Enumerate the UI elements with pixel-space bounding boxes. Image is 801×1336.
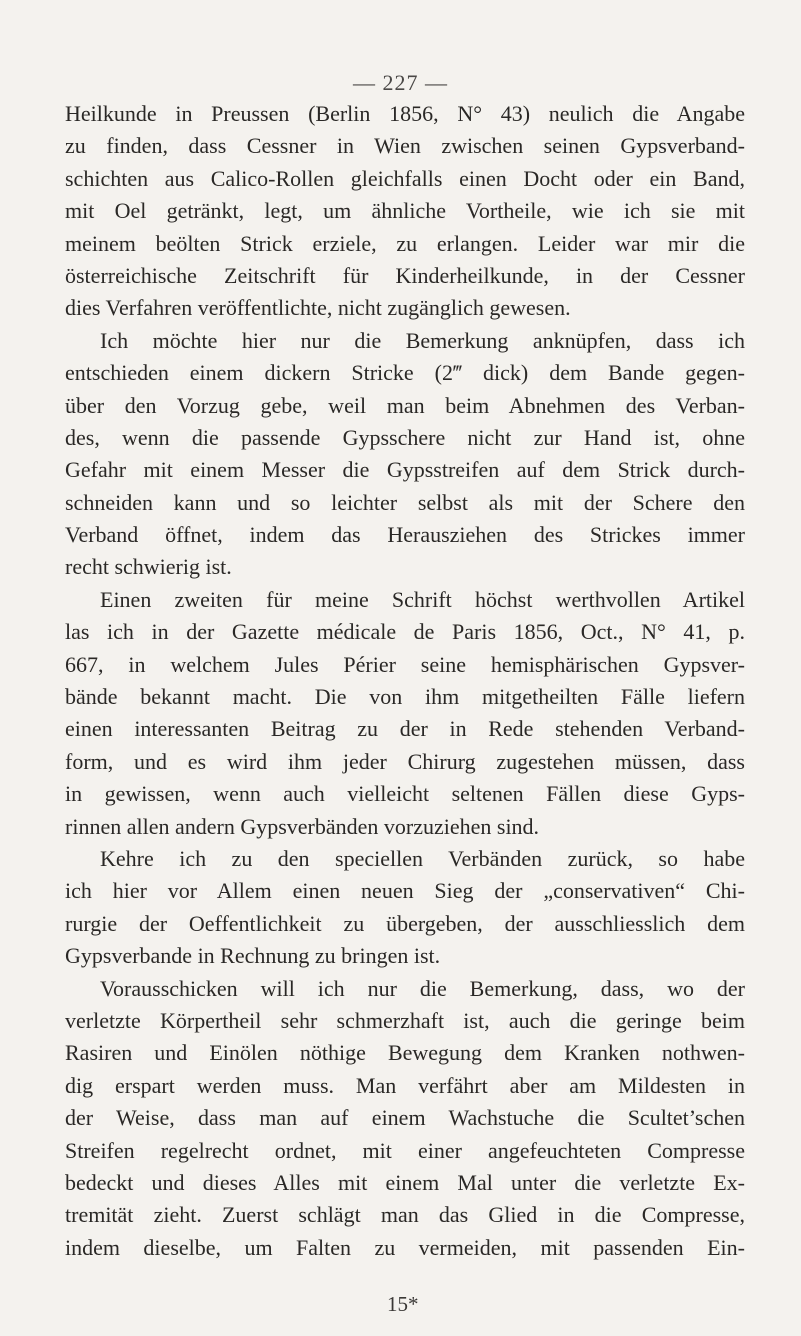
text-line: verletzte Körpertheil sehr schmerzhaft ist, auch die geringe beim: [65, 1007, 745, 1033]
signature-mark: 15*: [387, 1292, 419, 1316]
text-line: bände bekannt macht. Die von ihm mitgetheilten Fälle liefern: [65, 684, 745, 710]
text-line: Ich möchte hier nur die Bemerkung anknüpfen, dass ich: [100, 327, 745, 353]
text-line: schichten aus Calico-Rollen gleichfalls einen Docht oder ein Band,: [65, 165, 745, 191]
body-text: [65, 98, 745, 1264]
text-line: Gefahr mit einem Messer die Gypsstreifen auf dem Strick durch-: [65, 457, 745, 483]
text-line: recht schwierig ist.: [65, 554, 232, 580]
text-line: bedeckt und dieses Alles mit einem Mal unter die verletzte Ex-: [65, 1169, 745, 1195]
text-line: Verband öffnet, indem das Herausziehen des Strickes immer: [65, 522, 745, 548]
text-line: form, und es wird ihm jeder Chirurg zugestehen müssen, dass: [65, 748, 745, 774]
text-line: 667, in welchem Jules Périer seine hemisphärischen Gypsver-: [65, 651, 745, 677]
text-line: mit Oel getränkt, legt, um ähnliche Vortheile, wie ich sie mit: [65, 198, 745, 224]
text-line: zu finden, dass Cessner in Wien zwischen seinen Gypsverband-: [65, 133, 745, 159]
text-line: dig erspart werden muss. Man verfährt aber am Mildesten in: [65, 1072, 745, 1098]
text-line: der Weise, dass man auf einem Wachstuche die Scultet’schen: [65, 1105, 745, 1131]
text-line: einen interessanten Beitrag zu der in Rede stehenden Verband-: [65, 716, 745, 742]
text-line: in gewissen, wenn auch vielleicht seltenen Fällen diese Gyps-: [65, 781, 745, 807]
text-line: indem dieselbe, um Falten zu vermeiden, mit passenden Ein-: [65, 1234, 745, 1260]
text-line: entschieden einem dickern Stricke (2‴ dick) dem Bande gegen-: [65, 360, 745, 386]
text-line: rurgie der Oeffentlichkeit zu übergeben, der ausschliesslich dem: [65, 910, 745, 936]
text-line: tremität zieht. Zuerst schlägt man das Glied in die Compresse,: [65, 1202, 745, 1228]
text-line: ich hier vor Allem einen neuen Sieg der „conservativen“ Chi-: [65, 878, 745, 904]
text-line: las ich in der Gazette médicale de Paris 1856, Oct., N° 41, p.: [65, 619, 745, 645]
text-line: Heilkunde in Preussen (Berlin 1856, N° 43) neulich die Angabe: [65, 101, 745, 126]
text-line: Kehre ich zu den speciellen Verbänden zurück, so habe: [100, 845, 745, 871]
text-line: schneiden kann und so leichter selbst als mit der Schere den: [65, 489, 745, 515]
text-line: österreichische Zeitschrift für Kinderheilkunde, in der Cessner: [65, 262, 745, 288]
text-line: meinem beölten Strick erziele, zu erlangen. Leider war mir die: [65, 230, 745, 256]
text-line: Rasiren und Einölen nöthige Bewegung dem Kranken nothwen-: [65, 1040, 745, 1066]
text-line: rinnen allen andern Gypsverbänden vorzuziehen sind.: [65, 813, 540, 839]
text-line: des, wenn die passende Gypsschere nicht zur Hand ist, ohne: [65, 424, 745, 450]
text-line: Streifen regelrecht ordnet, mit einer angefeuchteten Compresse: [65, 1137, 745, 1163]
text-line: dies Verfahren veröffentlichte, nicht zugänglich gewesen.: [65, 295, 571, 321]
text-line: Vorausschicken will ich nur die Bemerkung, dass, wo der: [100, 975, 745, 1001]
text-line: über den Vorzug gebe, weil man beim Abnehmen des Verban-: [65, 392, 745, 418]
text-line: Einen zweiten für meine Schrift höchst werthvollen Artikel: [100, 586, 745, 612]
text-line: Gypsverbande in Rechnung zu bringen ist.: [65, 943, 441, 969]
page-number: — 227 —: [353, 70, 448, 95]
